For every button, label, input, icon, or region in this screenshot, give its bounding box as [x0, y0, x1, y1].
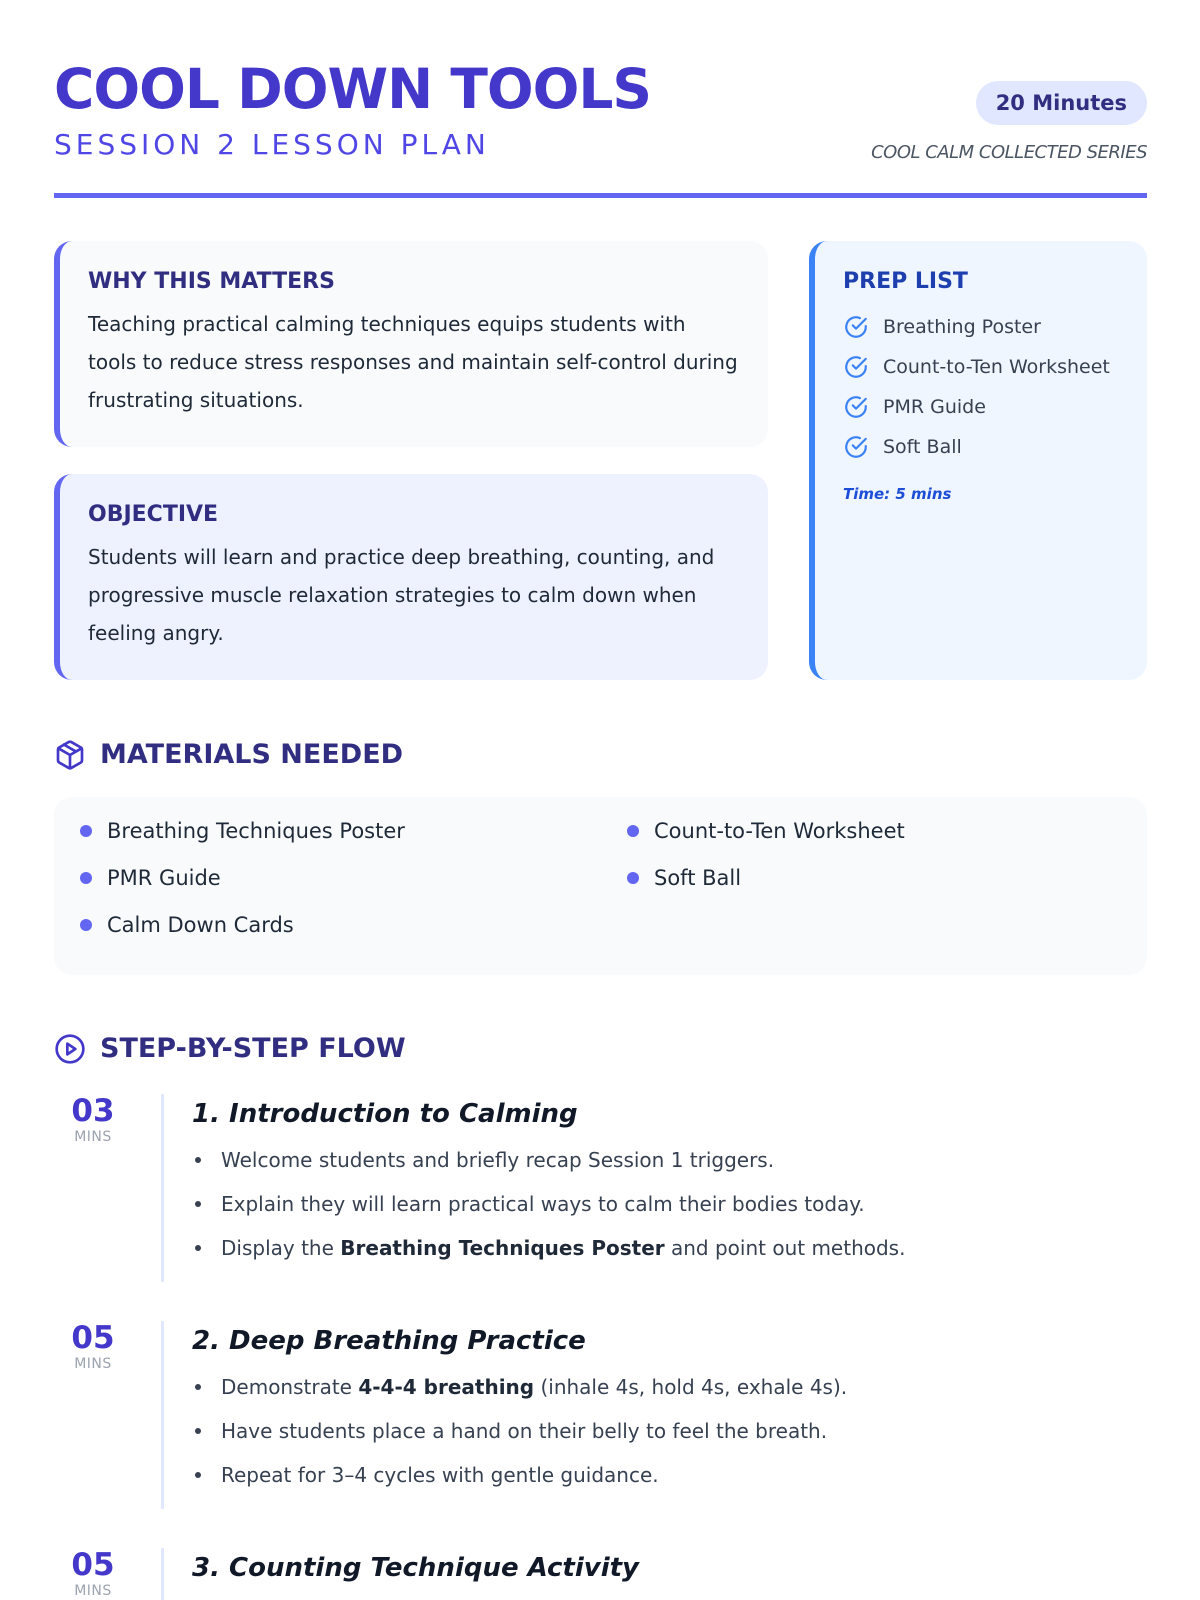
flow-heading: [54, 1032, 406, 1066]
flow-step: [54, 1094, 1147, 1284]
bullet-dot: [195, 1472, 201, 1478]
step-duration: [54, 1094, 132, 1146]
material-label: Breathing Techniques Poster: [107, 819, 405, 843]
bullet-dot: [627, 872, 639, 884]
why-text: Teaching practical calming techniques equips students with tools to reduce stress responses and maintain self-control during frustrating situations.: [88, 312, 738, 412]
step-title: 3. Counting Technique Activity: [192, 1553, 639, 1583]
bullet-text: Display the Breathing Techniques Poster and point out methods.: [221, 1236, 906, 1260]
prep-item-label: Count-to-Ten Worksheet: [883, 356, 1110, 378]
step-bullet: [192, 1182, 1132, 1226]
step-content: [192, 1321, 1132, 1497]
flow-step: [54, 1548, 1147, 1600]
materials-heading: [54, 738, 403, 772]
material-item: [627, 854, 741, 902]
step-title: 2. Deep Breathing Practice: [192, 1326, 586, 1356]
step-timeline: [161, 1094, 164, 1282]
step-title: 1. Introduction to Calming: [192, 1099, 578, 1129]
header: [54, 0, 1147, 201]
step-unit: MINS: [74, 1583, 112, 1599]
bullet-text: Have students place a hand on their belly to feel the breath.: [221, 1419, 828, 1443]
why-card: [54, 241, 768, 447]
prep-item-label: Soft Ball: [883, 436, 962, 458]
box-icon: [54, 739, 86, 771]
step-bullet: [192, 1365, 1132, 1409]
step-bullet: [192, 1226, 1132, 1270]
step-bullet: [192, 1138, 1132, 1182]
header-divider: [54, 193, 1147, 198]
bullet-text: Explain they will learn practical ways to calm their bodies today.: [221, 1192, 865, 1216]
bullet-text: Repeat for 3–4 cycles with gentle guidance.: [221, 1463, 659, 1487]
material-label: Soft Ball: [654, 866, 742, 890]
step-content: [192, 1094, 1132, 1270]
check-circle-icon: [843, 394, 869, 420]
bullet-dot: [80, 919, 92, 931]
materials-heading-label: MATERIALS NEEDED: [100, 739, 404, 770]
check-circle-icon: [843, 434, 869, 460]
page-title: COOL DOWN TOOLS: [54, 57, 652, 121]
step-duration: [54, 1548, 132, 1600]
prep-item: [843, 387, 1117, 427]
check-circle-icon: [843, 314, 869, 340]
material-item: [80, 854, 221, 902]
prep-item-label: Breathing Poster: [883, 316, 1041, 338]
bullet-dot: [80, 872, 92, 884]
check-circle-icon: [843, 354, 869, 380]
prep-item: [843, 347, 1117, 387]
prep-time: Time: 5 mins: [843, 485, 952, 503]
flow-heading-label: STEP-BY-STEP FLOW: [100, 1033, 406, 1064]
material-label: Calm Down Cards: [107, 913, 294, 937]
why-title: WHY THIS MATTERS: [88, 269, 335, 294]
prep-item: [843, 427, 1117, 467]
step-unit: MINS: [74, 1129, 112, 1145]
material-label: Count-to-Ten Worksheet: [654, 819, 905, 843]
prep-title: PREP LIST: [843, 269, 968, 294]
prep-item: [843, 307, 1117, 347]
bullet-dot: [195, 1157, 201, 1163]
step-minutes: 03: [71, 1093, 115, 1129]
step-bullet: [192, 1409, 1132, 1453]
bullet-dot: [195, 1201, 201, 1207]
bullet-emphasis: 4-4-4 breathing: [358, 1375, 535, 1399]
bullet-dot: [195, 1428, 201, 1434]
prep-card: [809, 241, 1147, 680]
play-circle-icon: [54, 1033, 86, 1065]
material-item: [627, 807, 905, 855]
step-minutes: 05: [71, 1547, 115, 1583]
step-content: [192, 1548, 1132, 1592]
step-timeline: [161, 1548, 164, 1600]
material-item: [80, 901, 294, 949]
objective-text: Students will learn and practice deep breathing, counting, and progressive muscle relaxation strategies to calm down when feeling angry.: [88, 545, 715, 645]
bullet-text: Welcome students and briefly recap Session 1 triggers.: [221, 1148, 775, 1172]
bullet-dot: [195, 1245, 201, 1251]
objective-title: OBJECTIVE: [88, 502, 219, 527]
lesson-plan-page: [54, 0, 1147, 1599]
step-timeline: [161, 1321, 164, 1509]
material-label: PMR Guide: [107, 866, 221, 890]
material-item: [80, 807, 405, 855]
flow-step: [54, 1321, 1147, 1511]
bullet-dot: [195, 1384, 201, 1390]
series-label: COOL CALM COLLECTED SERIES: [871, 142, 1147, 163]
prep-list: [843, 307, 1117, 467]
step-bullet: [192, 1453, 1132, 1497]
step-duration: [54, 1321, 132, 1373]
duration-badge: 20 Minutes: [976, 81, 1147, 125]
materials-panel: [54, 797, 1147, 975]
step-minutes: 05: [71, 1320, 115, 1356]
bullet-dot: [627, 825, 639, 837]
prep-item-label: PMR Guide: [883, 396, 986, 418]
step-unit: MINS: [74, 1356, 112, 1372]
bullet-text: Demonstrate 4-4-4 breathing (inhale 4s, hold 4s, exhale 4s).: [221, 1375, 848, 1399]
objective-card: [54, 474, 768, 680]
bullet-dot: [80, 825, 92, 837]
bullet-emphasis: Breathing Techniques Poster: [340, 1236, 665, 1260]
page-subtitle: SESSION 2 LESSON PLAN: [54, 128, 490, 161]
